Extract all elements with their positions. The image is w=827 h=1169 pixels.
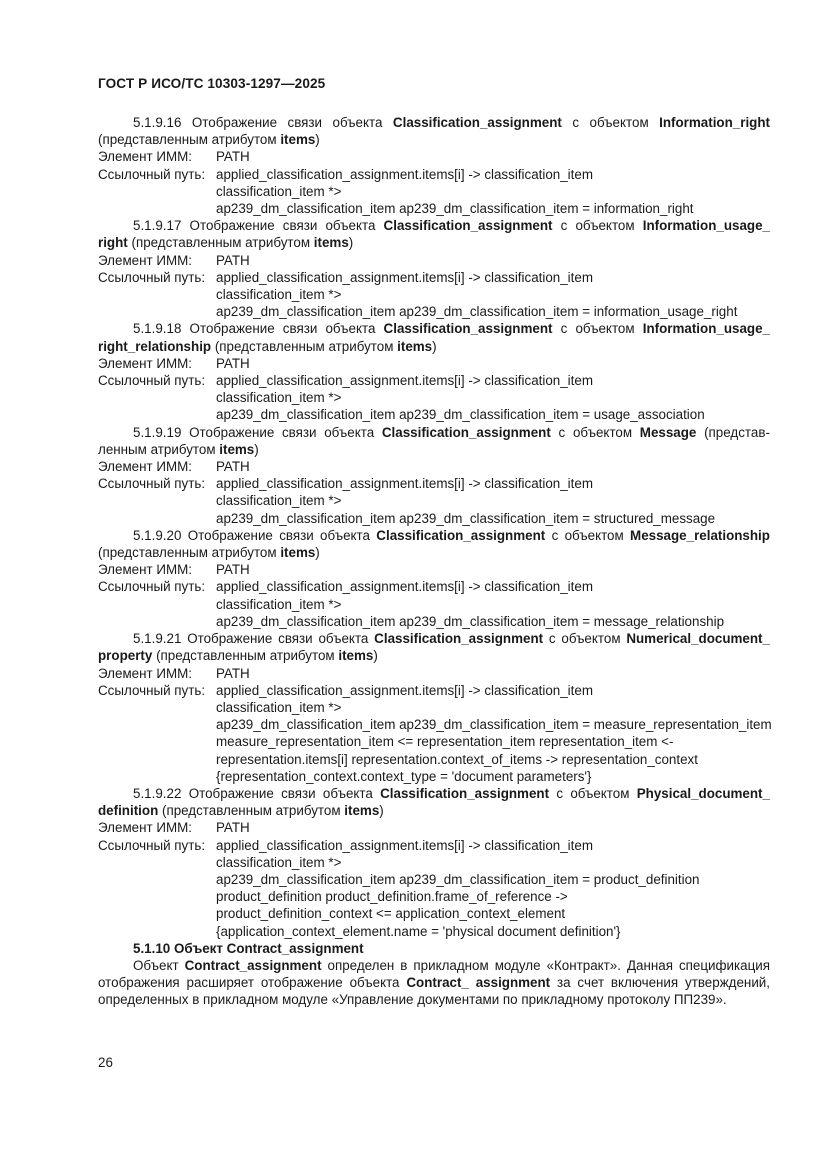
path-line: applied_classification_assignment.items[i] -> classification_item (216, 682, 593, 698)
element-label: Элемент ИММ: (98, 820, 192, 836)
path-line: {application_context_element.name = 'physical document definition'} (216, 923, 621, 939)
element-value: PATH (216, 665, 250, 681)
element-value: PATH (216, 459, 250, 475)
path-label: Ссылочный путь: (98, 373, 206, 389)
path-line: classification_item *> (216, 596, 342, 612)
path-line: ap239_dm_classification_item ap239_dm_classification_item = product_definition (216, 871, 700, 887)
element-row (98, 148, 770, 165)
path-line: applied_classification_assignment.items[i] -> classification_item (216, 476, 593, 492)
element-label: Элемент ИММ: (98, 665, 192, 681)
element-row (98, 561, 770, 578)
path-lines (216, 578, 770, 630)
path-lines (216, 475, 770, 527)
element-label: Элемент ИММ: (98, 252, 192, 268)
path-label: Ссылочный путь: (98, 837, 206, 853)
page-number: 26 (98, 1055, 113, 1070)
path-lines (216, 269, 770, 321)
path-lines (216, 682, 772, 785)
path-line: {representation_context.context_type = 'document parameters'} (216, 768, 592, 784)
element-label: Элемент ИММ: (98, 562, 192, 578)
path-row (98, 372, 770, 424)
section-heading-5-1-9-20: 5.1.9.20 Отображение связи объекта Classification_assignment с объектом Message_relationship (представленным атрибутом items) (98, 527, 770, 561)
path-line: classification_item *> (216, 183, 342, 199)
path-line: ap239_dm_classification_item ap239_dm_classification_item = message_relationship (216, 613, 725, 629)
path-line: product_definition product_definition.frame_of_reference -> (216, 889, 568, 905)
section-heading-5-1-9-16: 5.1.9.16 Отображение связи объекта Classification_assignment с объектом Information_right (представленным атрибутом items) (98, 115, 770, 148)
path-row (98, 578, 770, 630)
subsection-heading: 5.1.10 Объект Contract_assignment (133, 940, 364, 956)
element-value: PATH (216, 252, 250, 268)
path-line: classification_item *> (216, 287, 342, 303)
path-line: ap239_dm_classification_item ap239_dm_classification_item = usage_association (216, 407, 705, 423)
path-label: Ссылочный путь: (98, 476, 206, 492)
path-row (98, 837, 770, 940)
section-heading-5-1-9-18: 5.1.9.18 Отображение связи объекта Classification_assignment с объектом Information_usage_ right_relationship (представленным атрибутом items) (98, 321, 770, 354)
element-label: Элемент ИММ: (98, 149, 192, 165)
path-lines (216, 837, 770, 940)
element-value: PATH (216, 562, 250, 578)
path-line: product_definition_context <= application_context_element (216, 906, 566, 922)
section-heading-5-1-9-17: 5.1.9.17 Отображение связи объекта Classification_assignment с объектом Information_usage_ right (представленным атрибутом items) (98, 218, 770, 251)
section-heading-5-1-9-21: 5.1.9.21 Отображение связи объекта Classification_assignment с объектом Numerical_document_ property (представленным атрибутом items) (98, 631, 770, 664)
path-line: ap239_dm_classification_item ap239_dm_classification_item = structured_message (216, 510, 716, 526)
path-line: applied_classification_assignment.items[i] -> classification_item (216, 166, 593, 182)
path-line: ap239_dm_classification_item ap239_dm_classification_item = information_usage_right (216, 304, 738, 320)
element-row (98, 252, 770, 269)
element-value: PATH (216, 355, 250, 371)
path-lines (216, 166, 770, 218)
element-label: Элемент ИММ: (98, 459, 192, 475)
path-line: applied_classification_assignment.items[i] -> classification_item (216, 373, 593, 389)
path-line: applied_classification_assignment.items[i] -> classification_item (216, 269, 593, 285)
section-heading-5-1-9-22: 5.1.9.22 Отображение связи объекта Classification_assignment с объектом Physical_document_ definition (представленным атрибутом items) (98, 785, 770, 819)
path-line: ap239_dm_classification_item ap239_dm_classification_item = information_right (216, 201, 694, 217)
element-row (98, 665, 770, 682)
path-line: applied_classification_assignment.items[i] -> classification_item (216, 579, 593, 595)
page-header: ГОСТ Р ИСО/ТС 10303-1297—2025 (98, 76, 326, 91)
element-label: Элемент ИММ: (98, 355, 192, 371)
element-row (98, 355, 770, 372)
path-line: ap239_dm_classification_item ap239_dm_classification_item = measure_representation_item (216, 717, 772, 733)
path-line: representation.items[i] representation.context_of_items -> representation_context (216, 751, 698, 767)
element-row (98, 458, 770, 475)
path-lines (216, 372, 770, 424)
path-line: classification_item *> (216, 699, 342, 715)
path-row (98, 269, 770, 321)
path-label: Ссылочный путь: (98, 579, 206, 595)
path-label: Ссылочный путь: (98, 166, 206, 182)
main-content (98, 114, 770, 1009)
path-row (98, 166, 770, 218)
path-label: Ссылочный путь: (98, 682, 206, 698)
element-value: PATH (216, 149, 250, 165)
path-line: classification_item *> (216, 390, 342, 406)
path-line: classification_item *> (216, 493, 342, 509)
path-row (98, 475, 770, 527)
path-line: classification_item *> (216, 854, 342, 870)
path-label: Ссылочный путь: (98, 269, 206, 285)
path-line: applied_classification_assignment.items[i] -> classification_item (216, 837, 593, 853)
section-heading-5-1-9-19: 5.1.9.19 Отображение связи объекта Classification_assignment с объектом Message (представ- ленным атрибутом items) (98, 424, 770, 457)
element-row (98, 819, 770, 836)
path-row (98, 682, 770, 785)
element-value: PATH (216, 820, 250, 836)
subsection-paragraph: Объект Contract_assignment определен в прикладном модуле «Контракт». Данная спецификация отображения расширяет отображение объекта Contract_ assignment за счет включения утверждений, определенных в прикладном модуле «Управление документами по прикладному протоколу ПП239». (98, 957, 770, 1008)
path-line: measure_representation_item <= representation_item representation_item <- (216, 734, 674, 750)
